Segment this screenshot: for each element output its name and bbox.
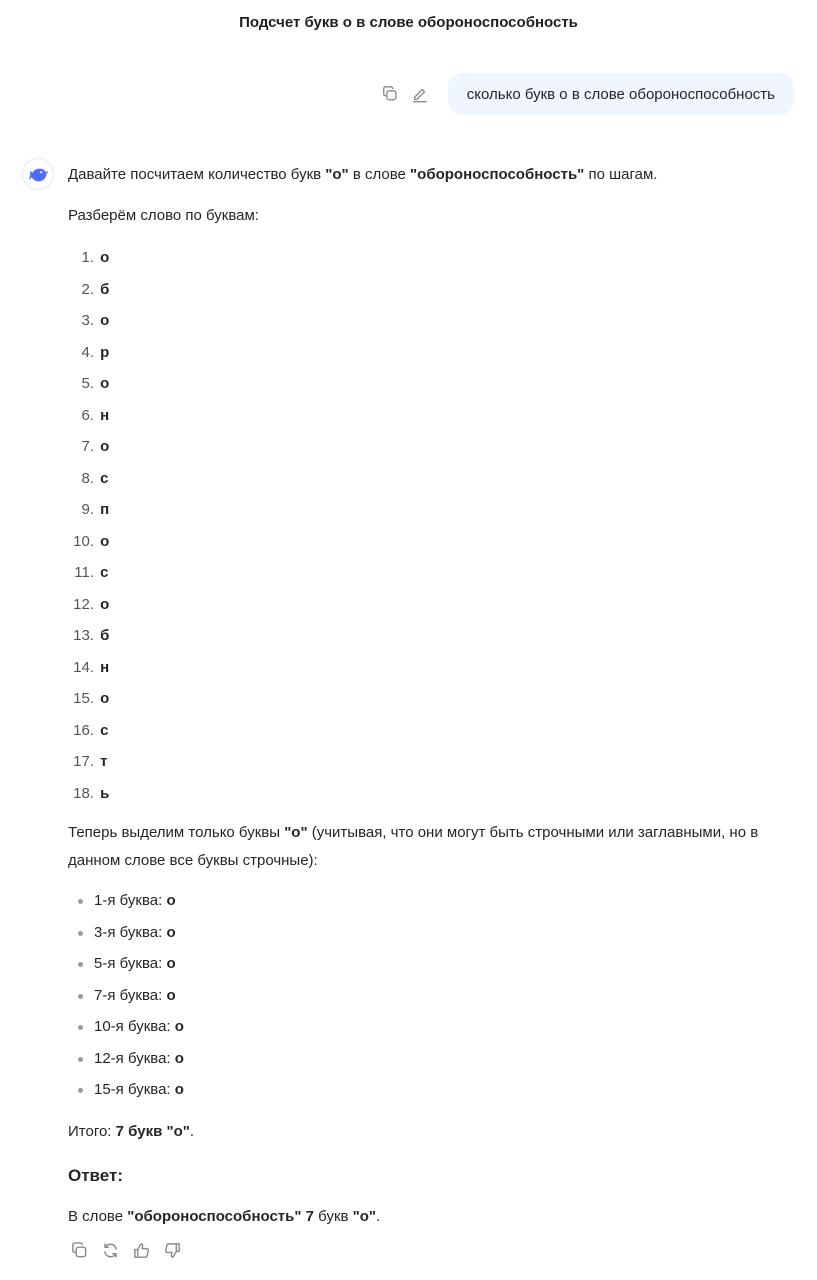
final-text: .: [376, 1208, 381, 1225]
bullet-dot: [78, 931, 83, 936]
list-item-letter: о: [100, 249, 110, 266]
bullet-dot: [78, 1025, 83, 1030]
list-item: [68, 752, 108, 772]
total-value: 7 букв "о": [115, 1123, 190, 1140]
list-item-letter: р: [100, 343, 110, 361]
final-text: В слове: [68, 1208, 128, 1225]
list-item-letter: б: [100, 280, 110, 298]
list-item: [68, 248, 109, 268]
final-word: "обороноспособность": [127, 1208, 302, 1225]
list-item-number: 9.: [81, 501, 94, 518]
bullet-item: [94, 986, 176, 1006]
list-item-number: 10.: [73, 532, 94, 550]
list-item: [68, 343, 109, 363]
bullet-item: [94, 1049, 184, 1069]
bullet-item-letter: о: [166, 923, 176, 941]
list-item-number: 7.: [81, 438, 94, 455]
list-item-number: 1.: [81, 249, 94, 266]
thumbs-down-icon[interactable]: [162, 1240, 182, 1260]
highlight-paragraph-line2: данном слове все буквы строчные):: [68, 852, 318, 869]
highlight-text: Теперь выделим только буквы: [68, 824, 285, 841]
list-item-letter: н: [100, 406, 110, 424]
list-item-letter: о: [100, 312, 110, 329]
list-item: [68, 437, 109, 457]
bullet-item-letter: о: [166, 955, 176, 972]
bullet-dot: [78, 994, 83, 999]
list-item-number: 15.: [73, 690, 94, 707]
list-item-number: 4.: [81, 343, 94, 361]
bullet-item-text: 1-я буква:: [94, 892, 167, 909]
final-answer: [68, 1207, 380, 1227]
list-item: [68, 784, 109, 804]
bullet-dot: [78, 1088, 83, 1093]
list-item-letter: п: [100, 501, 110, 518]
total-text: .: [189, 1123, 195, 1140]
total-line: [68, 1122, 194, 1142]
list-item-letter: ь: [100, 784, 110, 802]
highlight-letter: "о": [284, 824, 308, 841]
list-item: [68, 563, 109, 583]
list-item: [68, 532, 109, 552]
copy-icon[interactable]: [380, 84, 400, 104]
list-item-letter: н: [100, 658, 110, 676]
intro-word: "обороноспособность": [410, 166, 585, 183]
list-item: [68, 469, 109, 489]
list-item: [68, 406, 109, 426]
list-item-number: 6.: [81, 406, 94, 424]
bullet-item-text: 12-я буква:: [94, 1049, 175, 1067]
list-item-number: 12.: [73, 595, 94, 613]
intro-text: в слове: [348, 166, 411, 183]
list-item-letter: б: [100, 627, 110, 644]
list-item-number: 14.: [73, 658, 94, 676]
regenerate-icon[interactable]: [100, 1240, 120, 1260]
intro-letter: "о": [325, 166, 349, 183]
list-item: [68, 626, 109, 646]
list-item-number: 8.: [81, 469, 94, 487]
assistant-avatar: [22, 158, 54, 190]
list-item: [68, 374, 109, 394]
copy-icon[interactable]: [69, 1240, 89, 1260]
list-item-number: 3.: [81, 312, 94, 329]
bullet-item-text: 10-я буква:: [94, 1018, 175, 1035]
list-item-number: 17.: [73, 753, 94, 770]
answer-actions: [69, 1240, 182, 1260]
list-item: [68, 500, 109, 520]
total-text: Итого:: [68, 1123, 116, 1140]
final-text: букв: [314, 1208, 353, 1225]
bullet-item: [94, 1080, 184, 1100]
final-letter: "о": [352, 1208, 377, 1225]
bullet-item-letter: о: [174, 1081, 184, 1098]
bullet-item-text: 5-я буква:: [94, 955, 167, 972]
list-item-letter: о: [100, 438, 110, 455]
list-item-number: 18.: [73, 784, 94, 802]
list-item-letter: о: [100, 690, 110, 707]
intro-text: по шагам.: [584, 166, 658, 183]
list-item: [68, 689, 109, 709]
bullet-dot: [78, 1057, 83, 1062]
list-item-letter: с: [100, 721, 109, 739]
intro-paragraph: [68, 165, 657, 185]
chat-title: Подсчет букв о в слове обороноспособность: [239, 13, 578, 31]
answer-heading: Ответ:: [68, 1166, 123, 1185]
bullet-item-text: 7-я буква:: [94, 986, 167, 1004]
bullet-item-letter: о: [174, 1049, 184, 1067]
user-message-row: [380, 73, 794, 115]
list-item-number: 16.: [73, 721, 94, 739]
bullet-item: [94, 954, 176, 974]
list-item: [68, 280, 109, 300]
highlight-text: (учитывая, что они могут быть строчными или заглавными, но в: [307, 824, 759, 841]
list-item: [68, 658, 109, 678]
list-item-number: 11.: [74, 564, 94, 581]
bullet-item: [94, 1017, 184, 1037]
user-message-actions: [380, 84, 430, 104]
breakdown-label: Разберём слово по буквам:: [68, 207, 259, 224]
bullet-item-letter: о: [166, 986, 176, 1004]
bullet-item-text: 15-я буква:: [94, 1081, 175, 1098]
list-item-number: 5.: [81, 375, 94, 392]
list-item-letter: с: [100, 469, 109, 487]
bullet-item-text: 3-я буква:: [94, 923, 167, 941]
list-item: [68, 721, 109, 741]
bullet-item-letter: о: [174, 1018, 184, 1035]
list-item-letter: с: [100, 564, 109, 581]
bullet-dot: [78, 899, 83, 904]
user-message-bubble: сколько букв о в слове обороноспособность: [448, 73, 794, 115]
highlight-paragraph-line1: [68, 823, 758, 843]
list-item: [68, 595, 109, 615]
list-item-letter: о: [100, 595, 110, 613]
bullet-item: [94, 923, 176, 943]
list-item-number: 2.: [81, 280, 94, 298]
list-item-number: 13.: [73, 627, 94, 644]
intro-text: Давайте посчитаем количество букв: [68, 166, 326, 183]
list-item-letter: о: [100, 532, 110, 550]
bullet-item-letter: о: [166, 892, 176, 909]
list-item: [68, 311, 109, 331]
whale-logo-icon: [27, 163, 49, 185]
thumbs-up-icon[interactable]: [131, 1240, 151, 1260]
bullet-dot: [78, 962, 83, 967]
edit-icon[interactable]: [410, 84, 430, 104]
bullet-item: [94, 891, 176, 911]
final-count: 7: [305, 1208, 315, 1225]
list-item-letter: т: [100, 753, 108, 770]
list-item-letter: о: [100, 375, 110, 392]
